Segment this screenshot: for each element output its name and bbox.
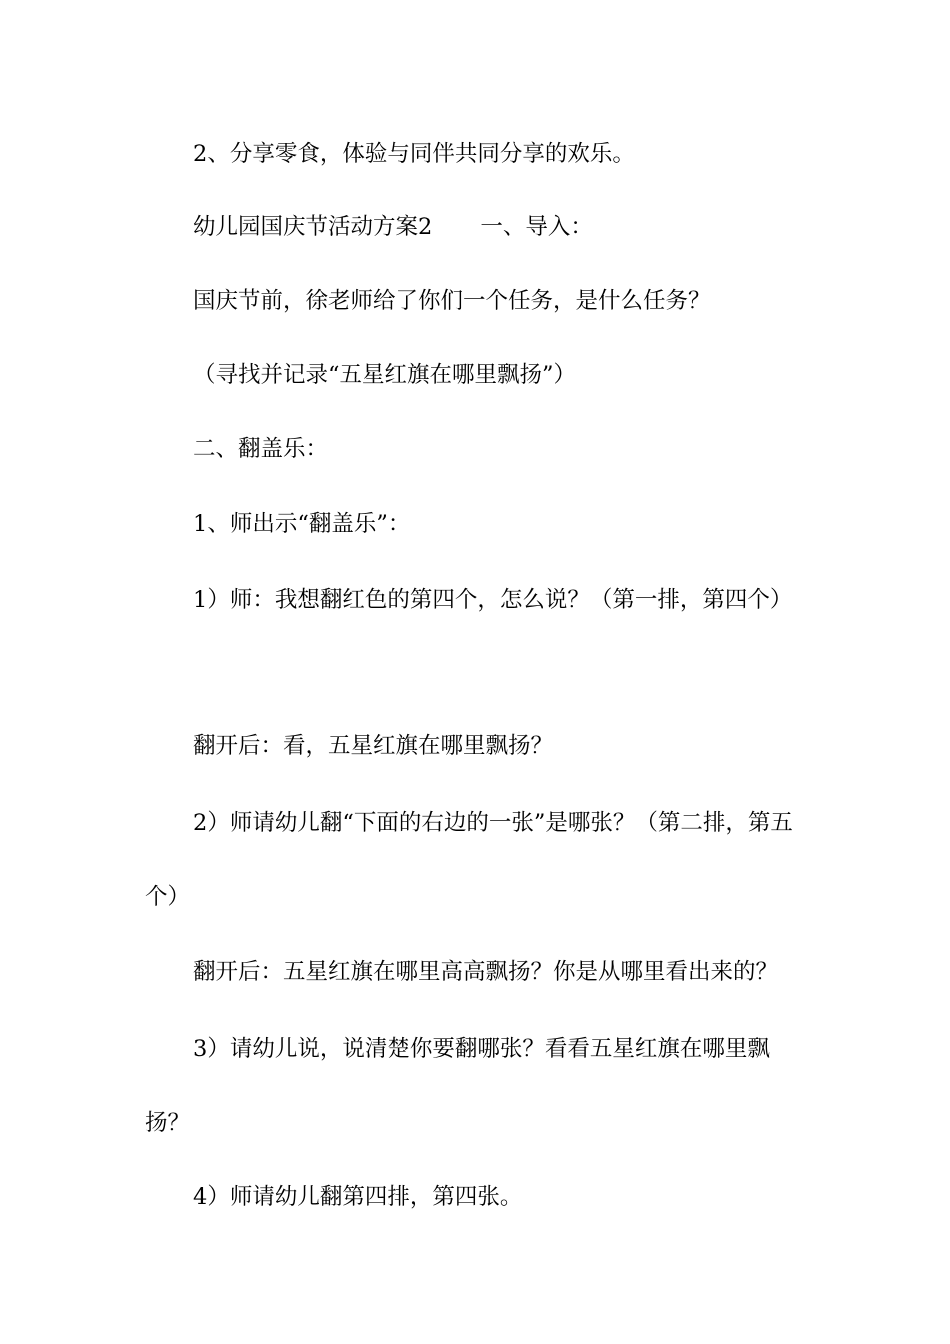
paragraph-step-3: 3）请幼儿说，说清楚你要翻哪张？看看五星红旗在哪里飘扬？ xyxy=(145,1036,770,1136)
plan-title: 幼儿园国庆节活动方案2 xyxy=(193,214,433,240)
section-intro-heading: 一、导入： xyxy=(480,214,593,240)
paragraph-task-question: 国庆节前，徐老师给了你们一个任务，是什么任务？ xyxy=(193,288,711,314)
paragraph-show-flip-game: 1、师出示“翻盖乐”： xyxy=(193,511,411,537)
paragraph-after-flip-1: 翻开后：看，五星红旗在哪里飘扬？ xyxy=(193,733,554,759)
paragraph-task-answer: （寻找并记录“五星红旗在哪里飘扬”） xyxy=(193,362,577,388)
section-flip-game-heading: 二、翻盖乐： xyxy=(193,436,329,462)
paragraph-step-4: 4）师请幼儿翻第四排，第四张。 xyxy=(193,1184,523,1210)
paragraph-step-2: 2）师请幼儿翻“下面的右边的一张”是哪张？（第二排，第五个） xyxy=(145,810,793,910)
paragraph-plan-title xyxy=(145,190,810,264)
paragraph-share-snacks: 2、分享零食，体验与同伴共同分享的欢乐。 xyxy=(193,141,635,167)
paragraph-after-flip-2: 翻开后：五星红旗在哪里高高飘扬？你是从哪里看出来的？ xyxy=(193,959,779,985)
paragraph-step-1: 1）师：我想翻红色的第四个，怎么说？（第一排，第四个） xyxy=(193,587,793,613)
